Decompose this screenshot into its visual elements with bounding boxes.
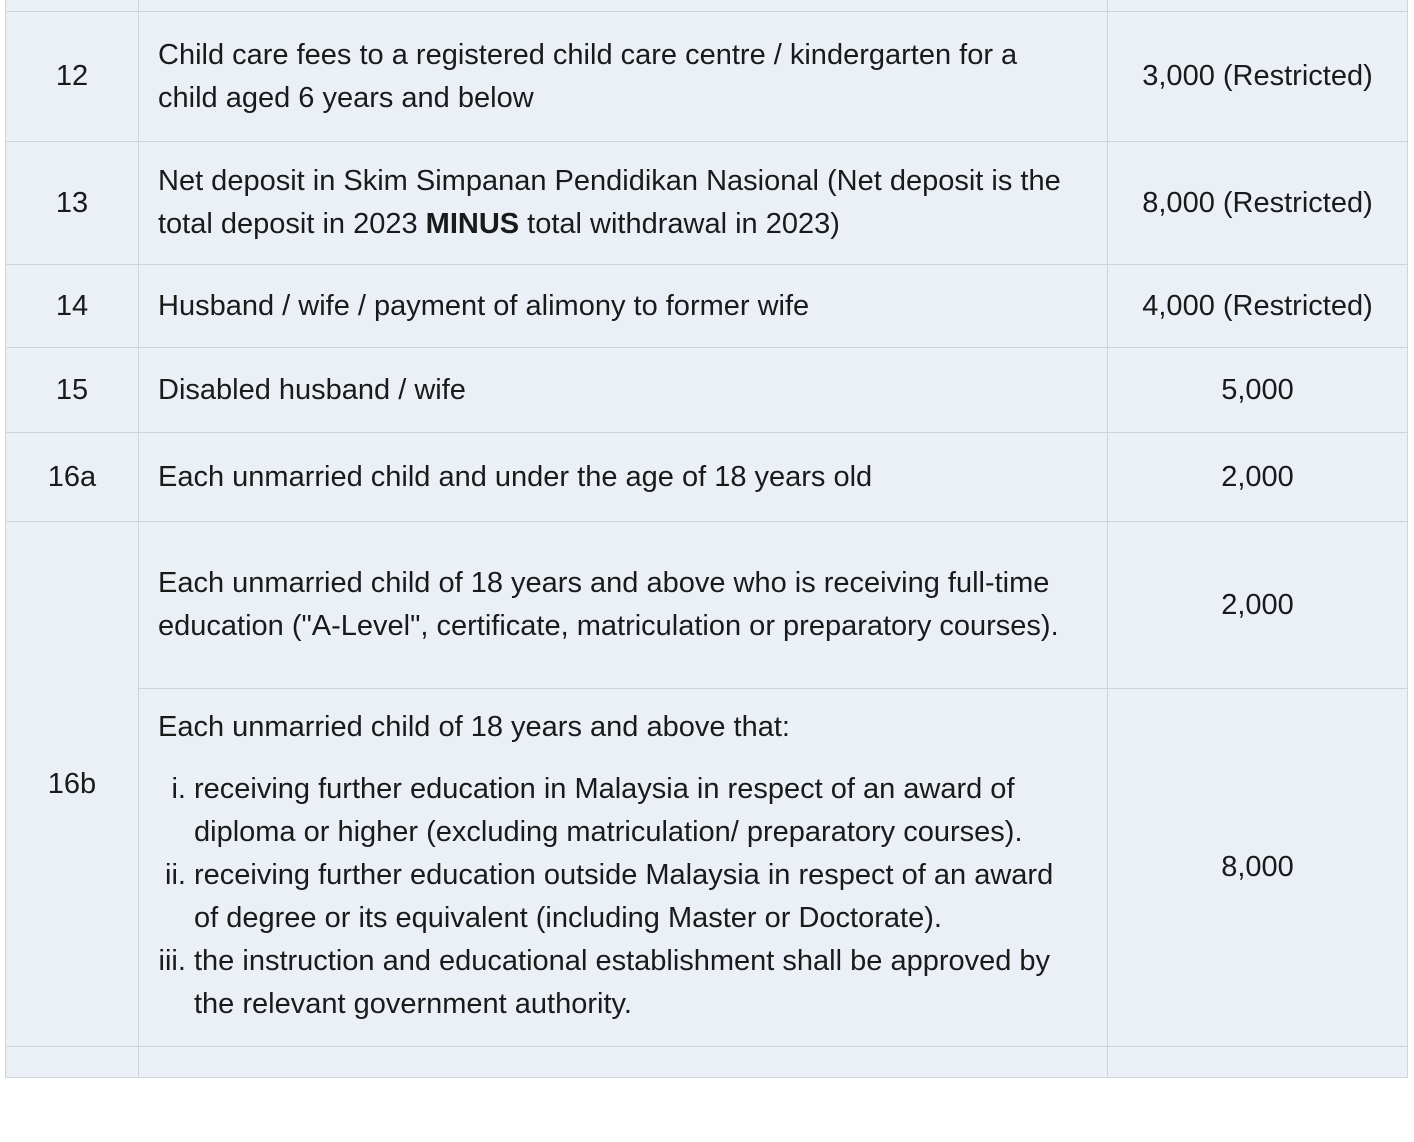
list-item: iii. the instruction and educational establishment shall be approved by the relevant government authority. [194,940,1083,1026]
table-row-12 [6,12,1408,142]
condition-list [158,768,1083,1026]
deduction-table-wrapper [5,0,1407,1078]
row-number: 14 [6,265,139,348]
description-emphasis: MINUS [425,208,520,240]
table-row-partial-top [6,0,1408,12]
table-row-14 [6,265,1408,348]
row-amount: 5,000 [1108,348,1408,433]
row-number: 15 [6,348,139,433]
row-number: 12 [6,12,139,142]
description-intro: Each unmarried child of 18 years and above that: [158,711,790,743]
table-row-partial-bottom [6,1047,1408,1078]
row-amount: 3,000 (Restricted) [1108,12,1408,142]
cell-empty [139,1047,1108,1078]
cell-empty [139,0,1108,12]
cell-empty [1108,1047,1408,1078]
row-amount: 2,000 [1108,522,1408,689]
cell-empty [1108,0,1408,12]
row-description: Disabled husband / wife [139,348,1108,433]
row-description: Each unmarried child and under the age of 18 years old [139,433,1108,522]
tax-relief-table [5,0,1408,1078]
cell-empty [6,0,139,12]
row-amount: 8,000 [1108,689,1408,1047]
table-row-16b-part-2 [6,689,1408,1047]
row-amount: 2,000 [1108,433,1408,522]
table-row-15 [6,348,1408,433]
description-text: total withdrawal in 2023) [519,208,840,240]
cell-empty [6,1047,139,1078]
table-row-13 [6,142,1408,265]
row-description: Child care fees to a registered child care centre / kindergarten for a child aged 6 years and below [139,12,1108,142]
row-amount: 8,000 (Restricted) [1108,142,1408,265]
description-text: Net deposit in Skim Simpanan Pendidikan Nasional (Net deposit is the total deposit in 2023 [158,165,1061,240]
list-item: ii. receiving further education outside Malaysia in respect of an award of degree or its equivalent (including Master or Doctorate). [194,854,1083,940]
row-amount: 4,000 (Restricted) [1108,265,1408,348]
row-number: 16b [6,522,139,1047]
table-row-16a [6,433,1408,522]
table-row-16b-part-1 [6,522,1408,689]
row-number: 13 [6,142,139,265]
list-item: i. receiving further education in Malaysia in respect of an award of diploma or higher (excluding matriculation/ preparatory courses). [194,768,1083,854]
row-description: Husband / wife / payment of alimony to former wife [139,265,1108,348]
row-description [139,689,1108,1047]
row-description [139,142,1108,265]
row-description: Each unmarried child of 18 years and above who is receiving full-time education ("A-Level", certificate, matriculation or preparatory courses). [139,522,1108,689]
row-number: 16a [6,433,139,522]
